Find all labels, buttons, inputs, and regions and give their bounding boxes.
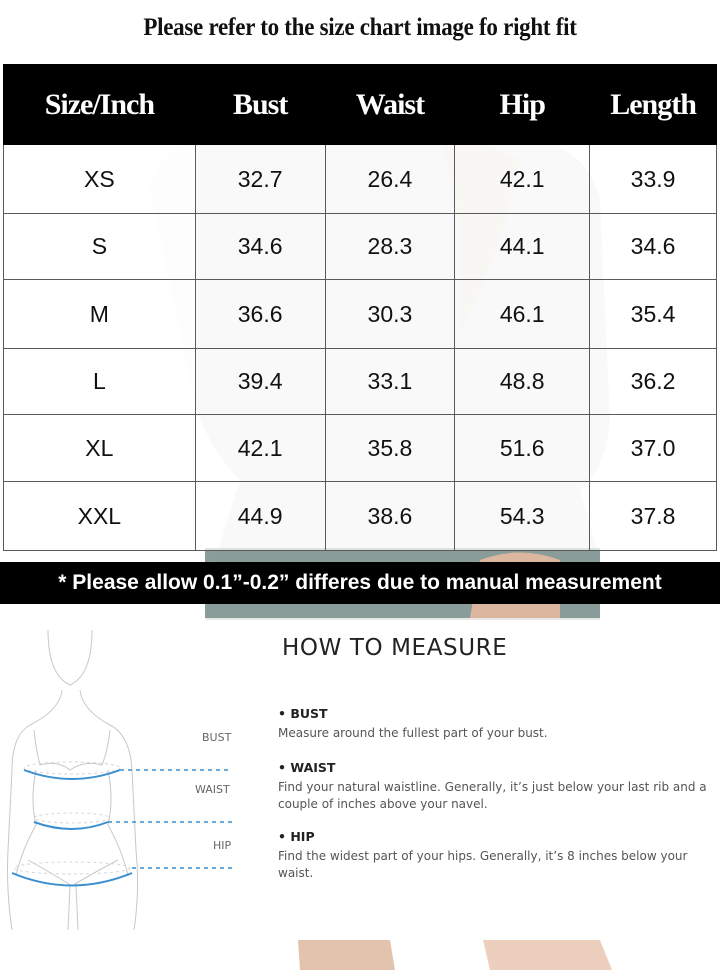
header-bust: Bust (195, 65, 325, 145)
header-hip: Hip (455, 65, 590, 145)
cell-bust: 44.9 (195, 482, 325, 551)
body-measurement-diagram (0, 630, 260, 930)
cell-length: 34.6 (590, 214, 717, 280)
cell-bust: 32.7 (195, 145, 325, 214)
cell-size: XS (4, 145, 196, 214)
header-size: Size/Inch (4, 65, 196, 145)
cell-size: XL (4, 415, 196, 482)
header-waist: Waist (325, 65, 455, 145)
measure-text-waist: Find your natural waistline. Generally, it’s just below your last rib and a couple of inches above your navel. (278, 780, 707, 811)
cell-bust: 36.6 (195, 280, 325, 349)
cell-waist: 33.1 (325, 349, 455, 415)
cell-bust: 39.4 (195, 349, 325, 415)
cell-bust: 42.1 (195, 415, 325, 482)
header-length: Length (590, 65, 717, 145)
cell-hip: 54.3 (455, 482, 590, 551)
table-header-row (4, 65, 717, 145)
cell-size: XXL (4, 482, 196, 551)
cell-bust: 34.6 (195, 214, 325, 280)
cell-length: 36.2 (590, 349, 717, 415)
cell-length: 37.8 (590, 482, 717, 551)
measure-heading-hip: • HIP (278, 829, 315, 844)
measure-text-bust: Measure around the fullest part of your bust. (278, 726, 548, 740)
measure-item-hip (278, 829, 718, 882)
size-chart-table (3, 64, 717, 551)
cell-length: 37.0 (590, 415, 717, 482)
diagram-label-hip: HIP (213, 839, 232, 852)
diagram-label-waist: WAIST (195, 783, 230, 796)
table-row (4, 415, 717, 482)
table-row (4, 145, 717, 214)
diagram-label-bust: BUST (202, 731, 232, 744)
cell-waist: 26.4 (325, 145, 455, 214)
measurement-note-banner: * Please allow 0.1”-0.2” differes due to manual measurement (0, 562, 720, 604)
cell-hip: 42.1 (455, 145, 590, 214)
cell-waist: 38.6 (325, 482, 455, 551)
measure-text-hip: Find the widest part of your hips. Generally, it’s 8 inches below your waist. (278, 849, 688, 880)
cell-hip: 46.1 (455, 280, 590, 349)
table-row (4, 214, 717, 280)
page-title: Please refer to the size chart image fo right fit (143, 14, 577, 41)
cell-waist: 28.3 (325, 214, 455, 280)
measure-heading-bust: • BUST (278, 706, 328, 721)
cell-size: M (4, 280, 196, 349)
cell-size: L (4, 349, 196, 415)
cell-length: 35.4 (590, 280, 717, 349)
cell-hip: 44.1 (455, 214, 590, 280)
cell-hip: 48.8 (455, 349, 590, 415)
table-row (4, 280, 717, 349)
cell-hip: 51.6 (455, 415, 590, 482)
table-row (4, 349, 717, 415)
how-to-measure-heading: HOW TO MEASURE (282, 635, 508, 661)
cell-size: S (4, 214, 196, 280)
cell-length: 33.9 (590, 145, 717, 214)
cell-waist: 30.3 (325, 280, 455, 349)
measure-item-bust (278, 706, 718, 742)
measure-item-waist (278, 760, 718, 813)
cell-waist: 35.8 (325, 415, 455, 482)
measure-heading-waist: • WAIST (278, 760, 336, 775)
table-row (4, 482, 717, 551)
